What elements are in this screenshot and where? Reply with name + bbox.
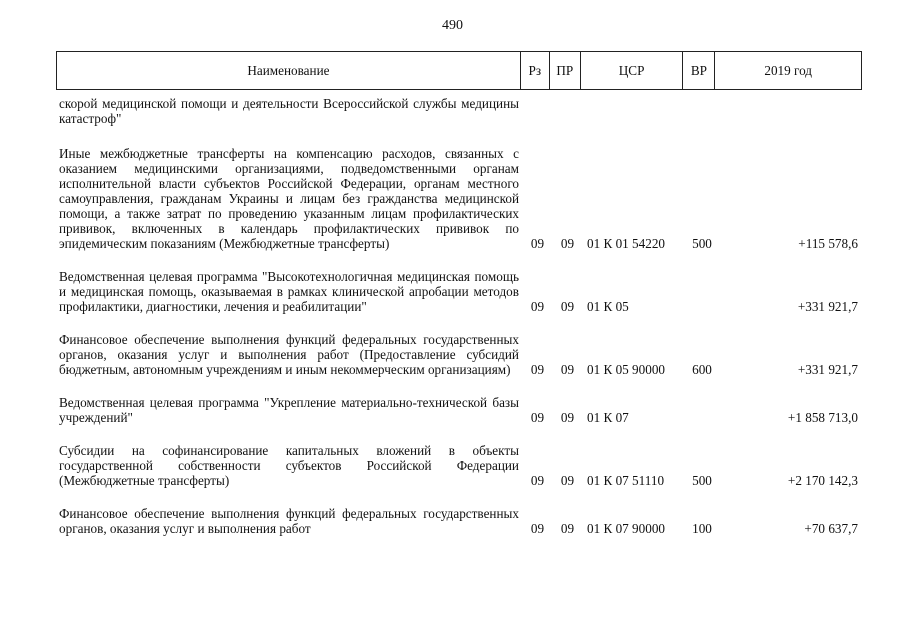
table-row — [56, 395, 862, 425]
row-csr: 01 К 01 54220 — [587, 236, 666, 251]
row-name: Субсидии на софинансирование капитальных вложений в объекты государственной собственности субъектов Российской Федерации (Межбюджетные трансферты) — [59, 443, 519, 488]
table-row — [56, 506, 862, 536]
row-pr: 09 — [560, 236, 575, 251]
page-number: 490 — [442, 18, 463, 33]
row-csr: 01 К 05 — [587, 299, 629, 314]
row-amount: +70 637,7 — [804, 521, 858, 536]
row-pr: 09 — [560, 473, 575, 488]
row-pr: 09 — [560, 521, 575, 536]
row-rz: 09 — [530, 236, 545, 251]
row-name: Иные межбюджетные трансферты на компенсацию расходов, связанных с оказанием медицинскими организациями, подведомственными органам исполнительной власти субъектов Российской Федерации, органам местного самоуправления, гражданам Украины и лицам без гражданства медицинской помощи, а также затрат по проведению указанным лицам профилактических прививок, включенных в календарь профилактических прививок по эпидемическим показаниям (Межбюджетные трансферты) — [59, 146, 519, 251]
row-name: Ведомственная целевая программа "Высокотехнологичная медицинская помощь и медицинская помощь, оказываемая в рамках клинической апробации методов профилактики, диагностики, лечения и реабилитации" — [59, 269, 519, 314]
row-rz: 09 — [530, 410, 545, 425]
row-pr: 09 — [560, 410, 575, 425]
row-name: скорой медицинской помощи и деятельности Всероссийской службы медицины катастроф" — [59, 96, 519, 126]
table-header — [56, 51, 862, 90]
header-pr: ПР — [549, 52, 580, 89]
row-amount: +331 921,7 — [797, 299, 858, 314]
row-pr: 09 — [560, 362, 575, 377]
row-amount: +331 921,7 — [797, 362, 858, 377]
row-amount: +1 858 713,0 — [787, 410, 858, 425]
row-csr: 01 К 07 90000 — [587, 521, 666, 536]
table-body — [56, 96, 862, 554]
table-row — [56, 332, 862, 377]
row-vr: 600 — [692, 362, 712, 377]
row-vr: 500 — [692, 236, 712, 251]
row-rz: 09 — [530, 473, 545, 488]
header-year: 2019 год — [714, 52, 861, 89]
row-csr: 01 К 07 — [587, 410, 629, 425]
table-row — [56, 96, 862, 126]
table-row — [56, 443, 862, 488]
row-pr: 09 — [560, 299, 575, 314]
row-csr: 01 К 05 90000 — [587, 362, 666, 377]
row-rz: 09 — [530, 521, 545, 536]
row-name: Финансовое обеспечение выполнения функций федеральных государственных органов, оказания услуг и выполнения работ (Предоставление субсидий бюджетным, автономным учреждениям и иным некоммерческим организациям) — [59, 332, 519, 377]
row-vr: 100 — [692, 521, 712, 536]
table-row — [56, 146, 862, 251]
table-row — [56, 269, 862, 314]
row-amount: +115 578,6 — [798, 236, 858, 251]
row-rz: 09 — [530, 299, 545, 314]
header-vr: ВР — [682, 52, 714, 89]
row-csr: 01 К 07 51110 — [587, 473, 665, 488]
header-name: Наименование — [247, 63, 330, 78]
row-name: Финансовое обеспечение выполнения функций федеральных государственных органов, оказания услуг и выполнения работ — [59, 506, 519, 536]
row-amount: +2 170 142,3 — [787, 473, 858, 488]
header-rz: Рз — [520, 52, 549, 89]
row-vr: 500 — [692, 473, 712, 488]
row-rz: 09 — [530, 362, 545, 377]
header-csr: ЦСР — [580, 52, 683, 89]
row-name: Ведомственная целевая программа "Укрепление материально-технической базы учреждений" — [59, 395, 519, 425]
